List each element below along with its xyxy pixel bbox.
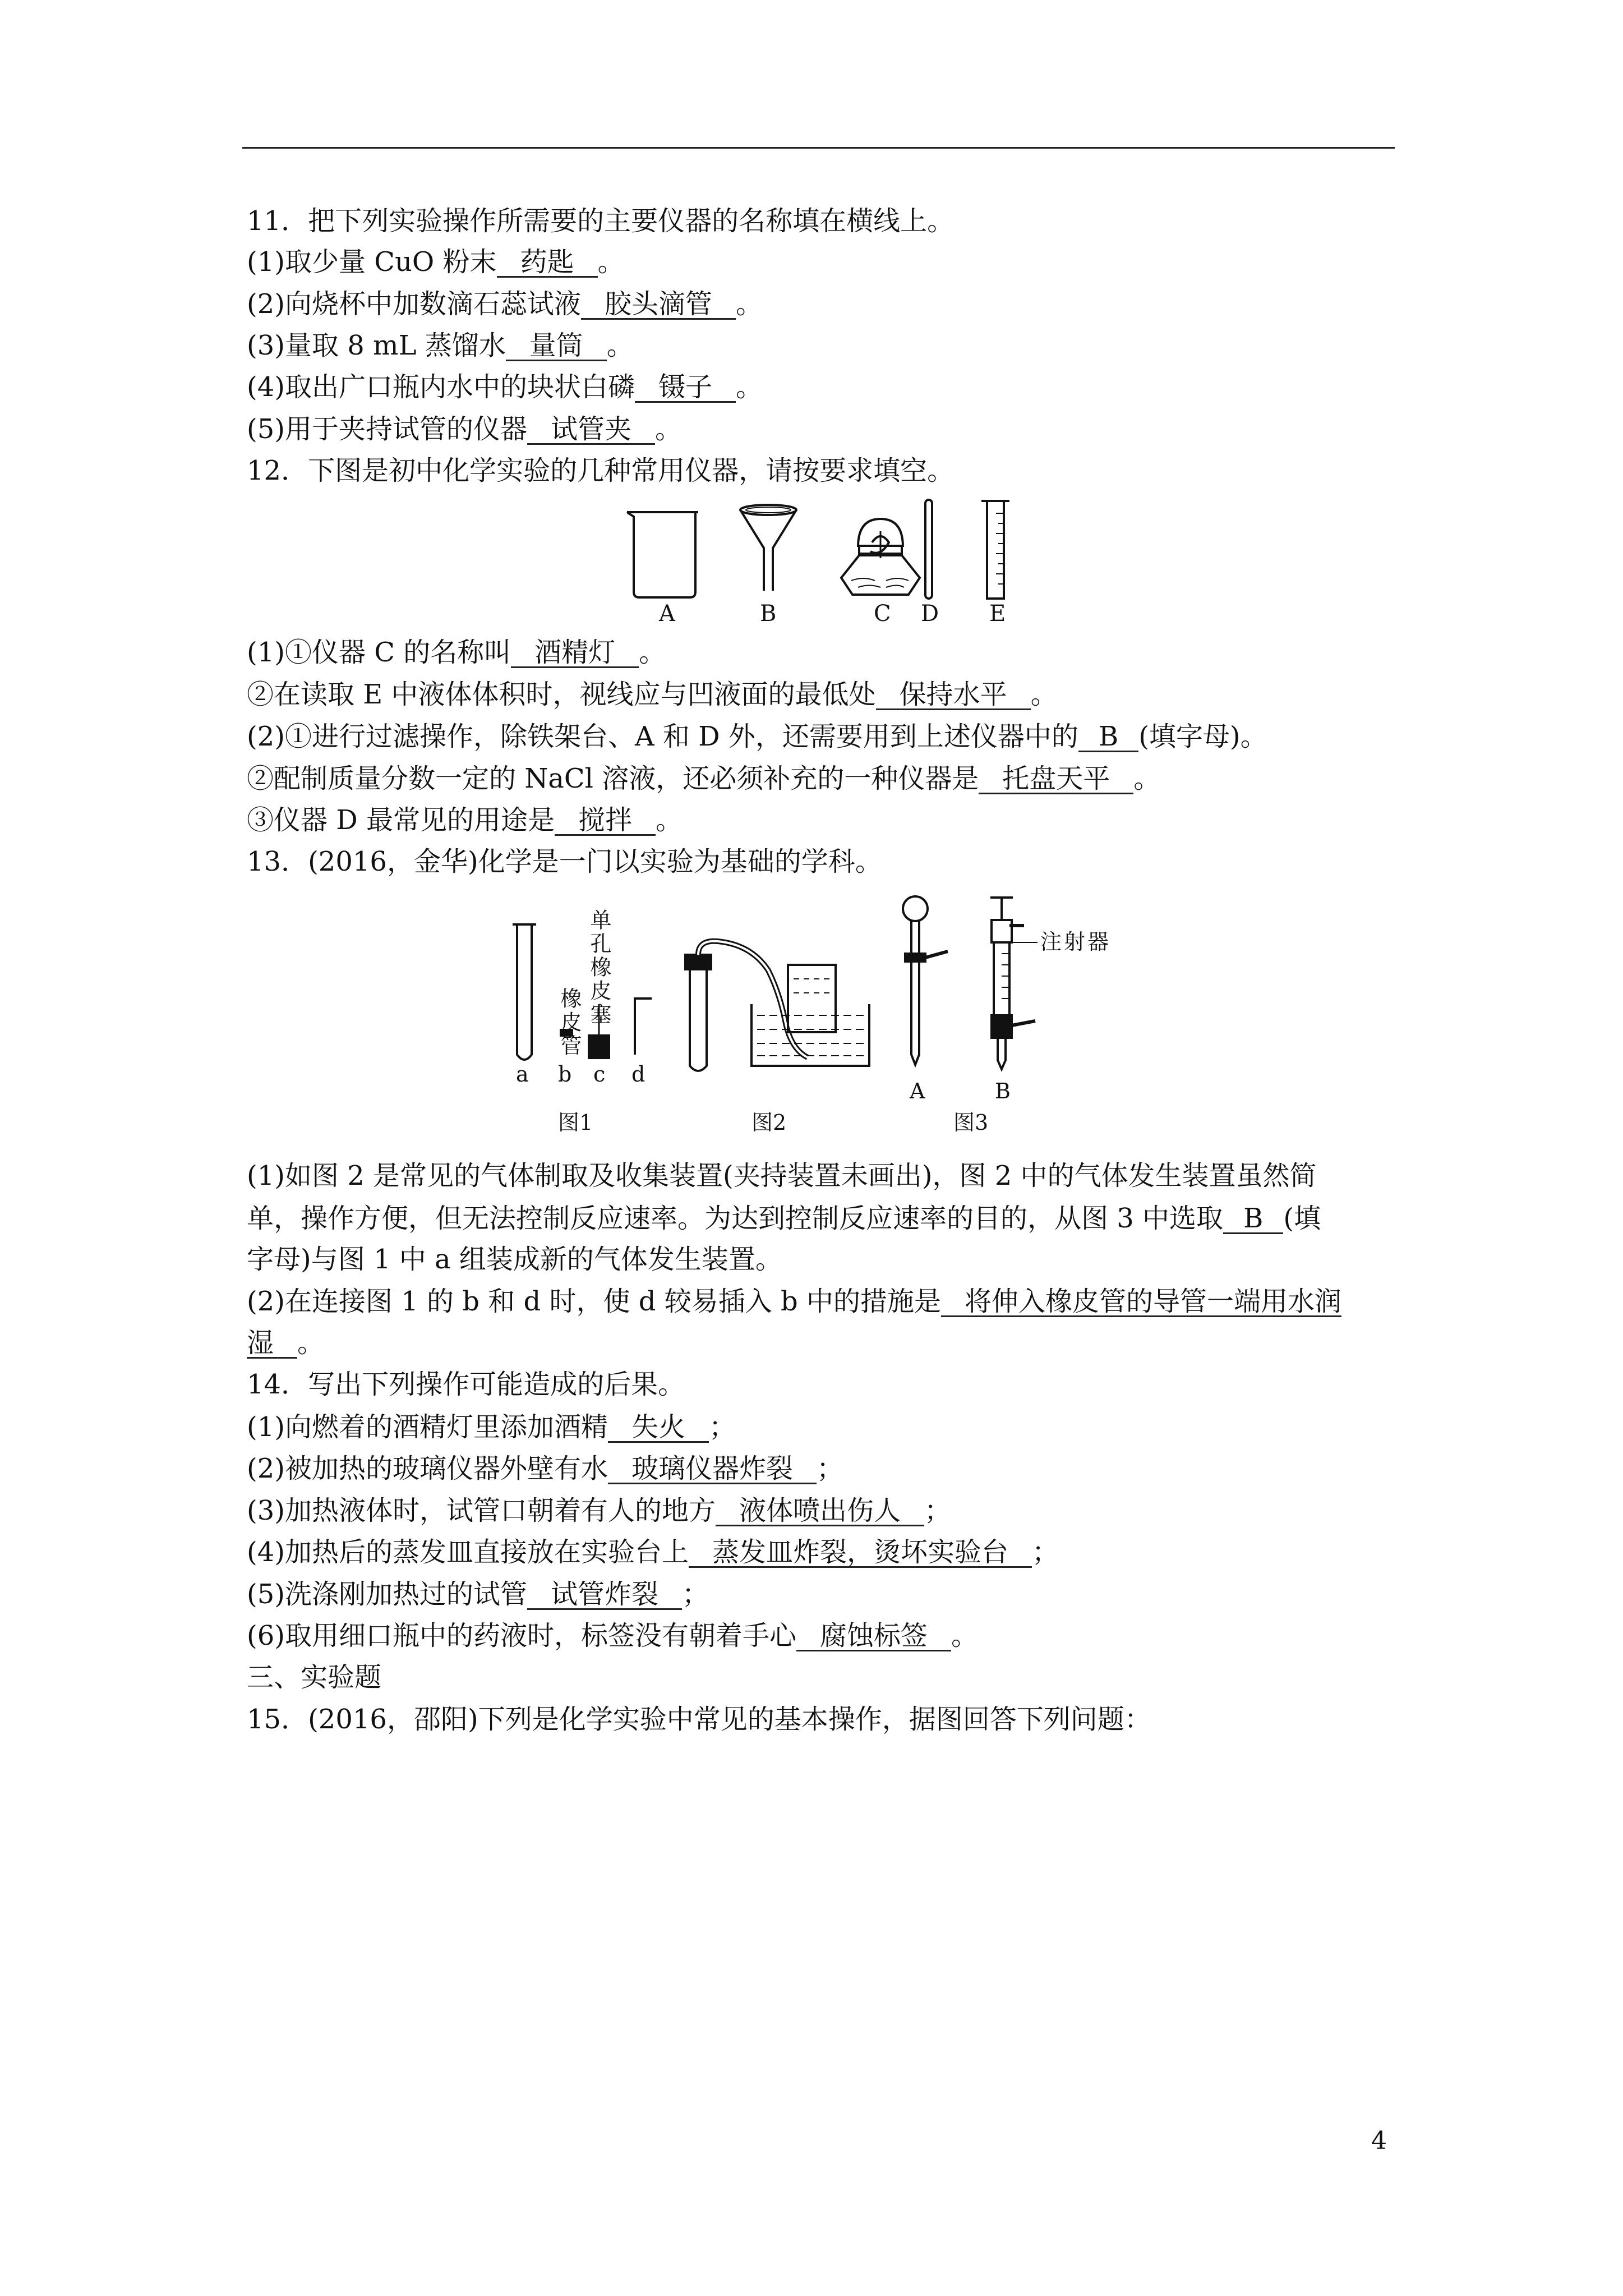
answer-blank: 搅拌 bbox=[555, 806, 656, 836]
q12-item-1: (1)①仪器 C 的名称叫 酒精灯 。 bbox=[247, 637, 666, 668]
answer-blank: B bbox=[1078, 723, 1138, 752]
answer-blank: 液体喷出伤人 bbox=[716, 1497, 924, 1526]
q15-stem: 15．(2016，邵阳)下列是化学实验中常见的基本操作，据图回答下列问题： bbox=[247, 1704, 1151, 1735]
letter-d: d bbox=[631, 1062, 645, 1087]
letter-B: B bbox=[995, 1079, 1011, 1103]
answer-blank: 保持水平 bbox=[876, 680, 1031, 710]
q14-item-5: (5)洗涤刚加热过的试管 试管炸裂 ； bbox=[247, 1579, 709, 1610]
answer-blank: 蒸发皿炸裂，烫坏实验台 bbox=[689, 1538, 1032, 1568]
beaker-icon bbox=[627, 512, 698, 597]
rubber-tube-label: 橡皮管 bbox=[557, 987, 582, 1058]
q13-part1-line2: 单，操作方便，但无法控制反应速率。为达到控制反应速率的目的，从图 3 中选取 B (填 bbox=[247, 1203, 1321, 1234]
q12-item-3: (2)①进行过滤操作，除铁架台、A 和 D 外，还需要用到上述仪器中的 B (填字母)。 bbox=[247, 721, 1267, 752]
letter-c: c bbox=[593, 1062, 606, 1087]
q13-part1-line3: 字母)与图 1 中 a 组装成新的气体发生装置。 bbox=[247, 1244, 782, 1275]
q11-item-5: (5)用于夹持试管的仪器 试管夹 。 bbox=[247, 413, 683, 445]
figure-2-gas-collection bbox=[685, 941, 869, 1071]
answer-blank: 量筒 bbox=[506, 332, 607, 361]
q12-instrument-figure bbox=[617, 496, 1043, 631]
answer-blank: 失火 bbox=[608, 1413, 709, 1443]
figure-1-test-tube-set bbox=[513, 924, 652, 1060]
label-c: C bbox=[874, 601, 891, 627]
label-a: A bbox=[659, 601, 675, 627]
caption-fig1: 图1 bbox=[558, 1110, 593, 1135]
q14-stem: 14．写出下列操作可能造成的后果。 bbox=[247, 1369, 685, 1400]
q11-item-4: (4)取出广口瓶内水中的块状白磷 镊子 。 bbox=[247, 371, 763, 403]
q12-item-5: ③仪器 D 最常见的用途是 搅拌 。 bbox=[247, 804, 683, 836]
header-rule bbox=[242, 147, 1395, 149]
answer-blank: 湿 bbox=[247, 1329, 297, 1359]
caption-fig3: 图3 bbox=[953, 1110, 989, 1135]
answer-blank: 试管炸裂 bbox=[527, 1580, 682, 1610]
syringe-label: 注射器 bbox=[1040, 930, 1112, 954]
q14-item-6: (6)取用细口瓶中的药液时，标签没有朝着手心 腐蚀标签 。 bbox=[247, 1620, 979, 1651]
alcohol-lamp-icon bbox=[841, 519, 920, 595]
stopper-label: 单孔橡皮塞 bbox=[587, 909, 611, 1027]
q13-part2-line2: 湿 。 bbox=[247, 1327, 325, 1359]
q14-item-1: (1)向燃着的酒精灯里添加酒精 失火 ； bbox=[247, 1411, 736, 1443]
q13-part2-line1: (2)在连接图 1 的 b 和 d 时，使 d 较易插入 b 中的措施是 将伸入橡皮管的导管一端用水润 bbox=[247, 1286, 1342, 1317]
q12-item-4: ②配制质量分数一定的 NaCl 溶液，还必须补充的一种仪器是 托盘天平 。 bbox=[247, 763, 1161, 794]
answer-blank: 将伸入橡皮管的导管一端用水润 bbox=[941, 1287, 1341, 1317]
q12-item-2: ②在读取 E 中液体体积时，视线应与凹液面的最低处 保持水平 。 bbox=[247, 679, 1058, 710]
q11-item-1: (1)取少量 CuO 粉末 药匙 。 bbox=[247, 246, 625, 278]
label-d: D bbox=[921, 601, 939, 627]
q11-item-3: (3)量取 8 mL 蒸馏水 量筒 。 bbox=[247, 330, 634, 361]
q12-stem: 12．下图是初中化学实验的几种常用仪器，请按要求填空。 bbox=[247, 455, 955, 486]
graduated-cylinder-icon bbox=[981, 501, 1009, 599]
figure-3-funnel-and-syringe bbox=[903, 896, 1038, 1069]
label-e: E bbox=[989, 601, 1006, 627]
answer-blank: 镊子 bbox=[635, 373, 736, 403]
answer-blank: 玻璃仪器炸裂 bbox=[608, 1455, 817, 1484]
glass-rod-icon bbox=[925, 500, 932, 599]
letter-b: b bbox=[558, 1062, 572, 1087]
answer-blank: 腐蚀标签 bbox=[796, 1622, 951, 1651]
figure-1-labels bbox=[516, 909, 645, 1135]
q14-item-3: (3)加热液体时，试管口朝着有人的地方 液体喷出伤人 ； bbox=[247, 1495, 952, 1526]
q11-item-2: (2)向烧杯中加数滴石蕊试液 胶头滴管 。 bbox=[247, 288, 763, 320]
q11-stem: 11．把下列实验操作所需要的主要仪器的名称填在横线上。 bbox=[247, 205, 955, 237]
funnel-icon bbox=[740, 505, 796, 591]
q13-apparatus-figure bbox=[505, 886, 1166, 1144]
q13-stem: 13．(2016，金华)化学是一门以实验为基础的学科。 bbox=[247, 846, 882, 877]
answer-blank: 酒精灯 bbox=[511, 638, 639, 668]
answer-blank: 胶头滴管 bbox=[581, 290, 736, 320]
letter-a: a bbox=[516, 1062, 529, 1087]
label-b: B bbox=[760, 601, 777, 627]
answer-blank: 药匙 bbox=[497, 248, 598, 278]
q14-item-2: (2)被加热的玻璃仪器外壁有水 玻璃仪器炸裂 ； bbox=[247, 1453, 844, 1484]
q14-item-4: (4)加热后的蒸发皿直接放在实验台上 蒸发皿炸裂，烫坏实验台 ； bbox=[247, 1536, 1059, 1568]
page-number: 4 bbox=[1371, 2127, 1387, 2155]
caption-fig2: 图2 bbox=[751, 1110, 787, 1135]
q13-part1-line1: (1)如图 2 是常见的气体制取及收集装置(夹持装置未画出)，图 2 中的气体发生装置虽然简 bbox=[247, 1160, 1317, 1191]
letter-A: A bbox=[910, 1079, 925, 1103]
answer-blank: 试管夹 bbox=[527, 415, 655, 445]
answer-blank: 托盘天平 bbox=[979, 765, 1133, 794]
section-heading: 三、实验题 bbox=[247, 1662, 382, 1693]
answer-blank: B bbox=[1223, 1204, 1283, 1234]
